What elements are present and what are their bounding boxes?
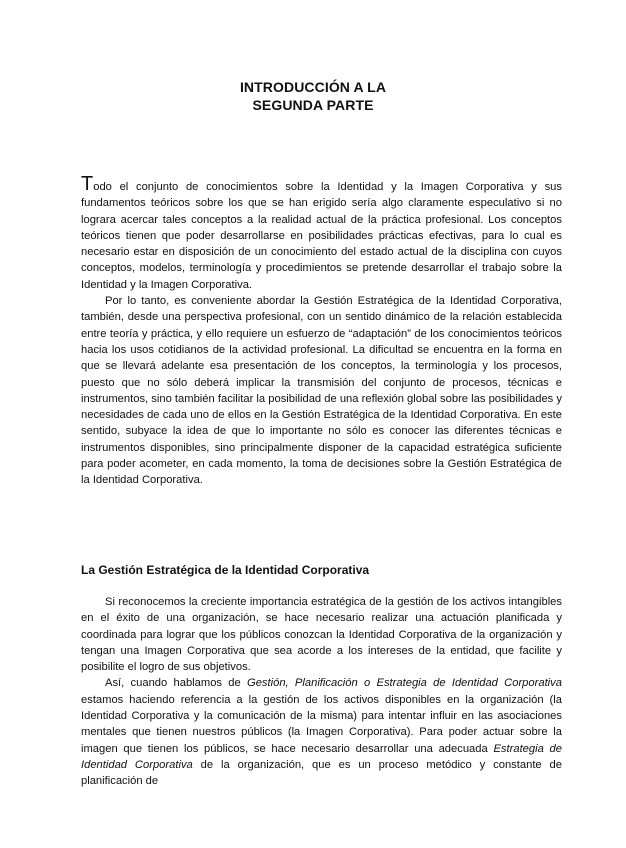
- section-paragraph-2-emphasis-1: Gestión, Planificación o Estrategia de Identidad Corporativa: [247, 677, 562, 690]
- intro-paragraph-1-text: odo el conjunto de conocimientos sobre la Identidad y la Imagen Corporativa y sus fundamentos teóricos sobre los que se han erigido sería algo claramente especulativo si no lograra acercar tales conceptos a la realidad actual de la práctica profesional. Los conceptos teóricos tienen que poder desarrollarse en posibilidades prácticas efectivas, para lo cual es necesario estar en disposición de un conocimiento del estado actual de la disciplina con cuyos conceptos, modelos, terminología y procedimientos se pretende desarrollar el trabajo sobre la Identidad y la Imagen Corporativa.: [81, 181, 562, 291]
- section-paragraph-2-part-c: de la organización, que es un proceso metódico y constante de planificación de: [81, 758, 562, 788]
- section-heading: La Gestión Estratégica de la Identidad Corporativa: [81, 563, 370, 577]
- drop-cap: T: [81, 173, 94, 195]
- intro-text: [81, 173, 562, 489]
- section-body: [81, 594, 562, 790]
- section-paragraph-2: [81, 675, 562, 789]
- section-paragraph-2-part-b: estamos haciendo referencia a la gestión de los activos disponibles en la organización (la Identidad Corporativa y la comunicación de la misma) para intentar influir en las asociaciones mentales que tienen nuestros públicos (la Imagen Corporativa). Para poder actuar sobre la imagen que tienen los públicos, se hace necesario desarrollar una adecuada: [81, 693, 562, 755]
- chapter-title: [0, 78, 626, 114]
- section-paragraph-2-emphasis-2: Estrategia de Identidad Corporativa: [81, 742, 562, 771]
- intro-paragraph-1: [81, 173, 562, 293]
- section-paragraph-2-part-a: Así, cuando hablamos de: [105, 677, 247, 690]
- chapter-title-line-2: SEGUNDA PARTE: [252, 97, 374, 113]
- chapter-title-line-1: INTRODUCCIÓN A LA: [239, 79, 387, 95]
- intro-paragraph-2: Por lo tanto, es conveniente abordar la Gestión Estratégica de la Identidad Corporativa, también, desde una perspectiva profesional, con un sentido dinámico de la relación establecida entre teoría y práctica, y ello requiere un esfuerzo de “adaptación” de los conocimientos teóricos hacia los usos cotidianos de la actividad profesional. La dificultad se encuentra en la forma en que se llevará adelante esa presentación de los conceptos, la terminología y los procesos, puesto que no sólo deberá implicar la transmisión del conjunto de procesos, técnicas e instrumentos, sino también facilitar la posibilidad de una reflexión global sobre las posibilidades y necesidades de cada uno de ellos en la Gestión Estratégica de la Identidad Corporativa. En este sentido, subyace la idea de que lo importante no sólo es conocer las diferentes técnicas e instrumentos disponibles, sino principalmente disponer de la capacidad estratégica suficiente para poder acometer, en cada momento, la toma de decisiones sobre la Gestión Estratégica de la Identidad Corporativa.: [81, 295, 562, 487]
- section-paragraph-1: Si reconocemos la creciente importancia estratégica de la gestión de los activos intangibles en el éxito de una organización, se hace necesario realizar una actuación planificada y coordinada para lograr que los públicos conozcan la Identidad Corporativa de la organización y tengan una Imagen Corporativa que sea acorde a los intereses de la entidad, que facilite y posibilite el logro de sus objetivos.: [81, 596, 562, 674]
